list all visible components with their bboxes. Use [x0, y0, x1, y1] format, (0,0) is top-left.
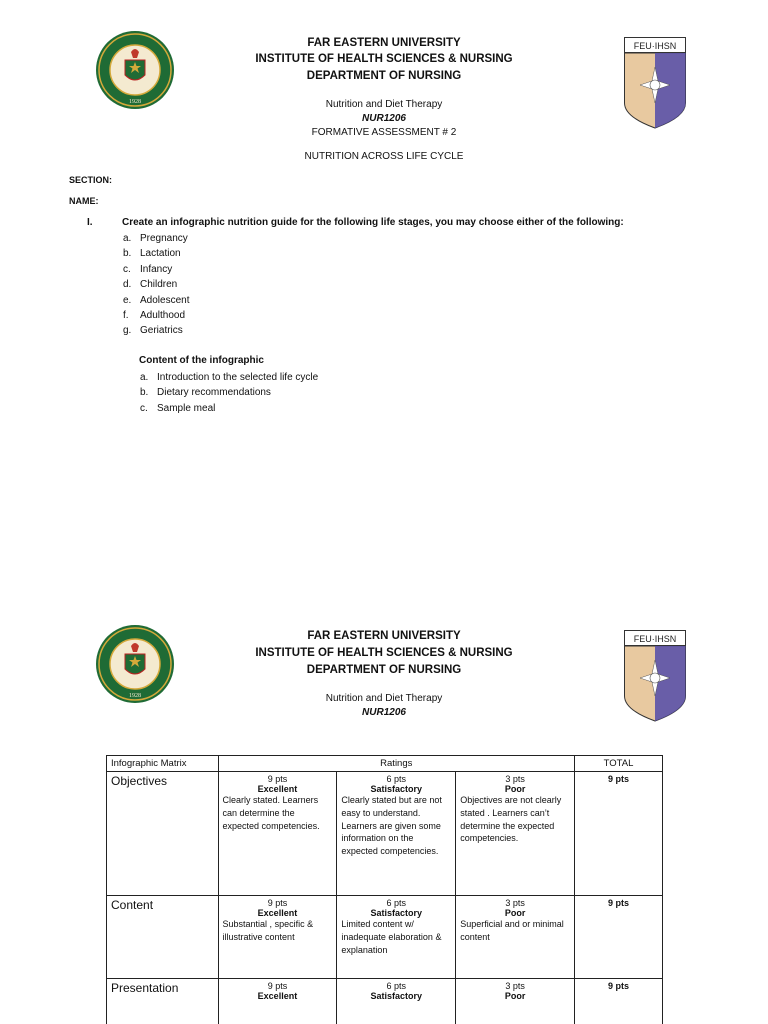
header-total: TOTAL [575, 756, 663, 772]
rating-excellent: 9 pts Excellent Substantial , specific & illustrative content [218, 896, 337, 979]
row-total: 9 pts [575, 896, 663, 979]
table-row [107, 896, 663, 979]
infographic-matrix-table [106, 755, 663, 1024]
criterion-label: Presentation [107, 979, 219, 1024]
assessment-title: FORMATIVE ASSESSMENT # 2 [311, 127, 457, 138]
rating-excellent: 9 pts Excellent Clearly stated. Learners can determine the expected competencies. [218, 772, 337, 896]
header-criteria: Infographic Matrix [107, 756, 219, 772]
university-name: FAR EASTERN UNIVERSITY [307, 37, 461, 49]
course-title: Nutrition and Diet Therapy [325, 693, 443, 704]
institute-name: INSTITUTE OF HEALTH SCIENCES & NURSING [255, 53, 513, 65]
content-heading: Content of the infographic [139, 355, 264, 366]
course-code: NUR1206 [362, 707, 406, 718]
name-label: NAME: [69, 196, 99, 206]
rating-satisfactory: 6 pts Satisfactory [337, 979, 456, 1024]
rating-satisfactory: 6 pts Satisfactory Limited content w/ inadequate elaboration & explanation [337, 896, 456, 979]
header-ratings: Ratings [218, 756, 574, 772]
rating-excellent: 9 pts Excellent [218, 979, 337, 1024]
question-text: Create an infographic nutrition guide for the following life stages, you may choose either of the following: [122, 217, 624, 228]
table-header-row [107, 756, 663, 772]
rating-poor: 3 pts Poor Superficial and or minimal content [456, 896, 575, 979]
institute-name: INSTITUTE OF HEALTH SCIENCES & NURSING [255, 647, 513, 659]
row-total: 9 pts [575, 772, 663, 896]
row-total: 9 pts [575, 979, 663, 1024]
department-name: DEPARTMENT OF NURSING [306, 70, 462, 82]
section-label: SECTION: [69, 175, 113, 185]
course-code: NUR1206 [362, 113, 406, 124]
department-name: DEPARTMENT OF NURSING [306, 664, 462, 676]
criterion-label: Objectives [107, 772, 219, 896]
svg-text:1928: 1928 [129, 693, 141, 699]
course-title: Nutrition and Diet Therapy [325, 99, 443, 110]
table-row [107, 772, 663, 896]
topic-title: NUTRITION ACROSS LIFE CYCLE [304, 151, 464, 162]
criterion-label: Content [107, 896, 219, 979]
rating-satisfactory: 6 pts Satisfactory Clearly stated but are not easy to understand. Learners are given some information on the expected competencies. [337, 772, 456, 896]
svg-text:FEU·IHSN: FEU·IHSN [633, 41, 677, 51]
university-name: FAR EASTERN UNIVERSITY [307, 630, 461, 642]
rating-poor: 3 pts Poor Objectives are not clearly stated . Learners can’t determine the expected competencies. [456, 772, 575, 896]
svg-text:FEU·IHSN: FEU·IHSN [633, 634, 677, 644]
rating-poor: 3 pts Poor [456, 979, 575, 1024]
question-number: I. [87, 217, 93, 228]
table-row [107, 979, 663, 1024]
svg-text:1928: 1928 [129, 99, 141, 105]
